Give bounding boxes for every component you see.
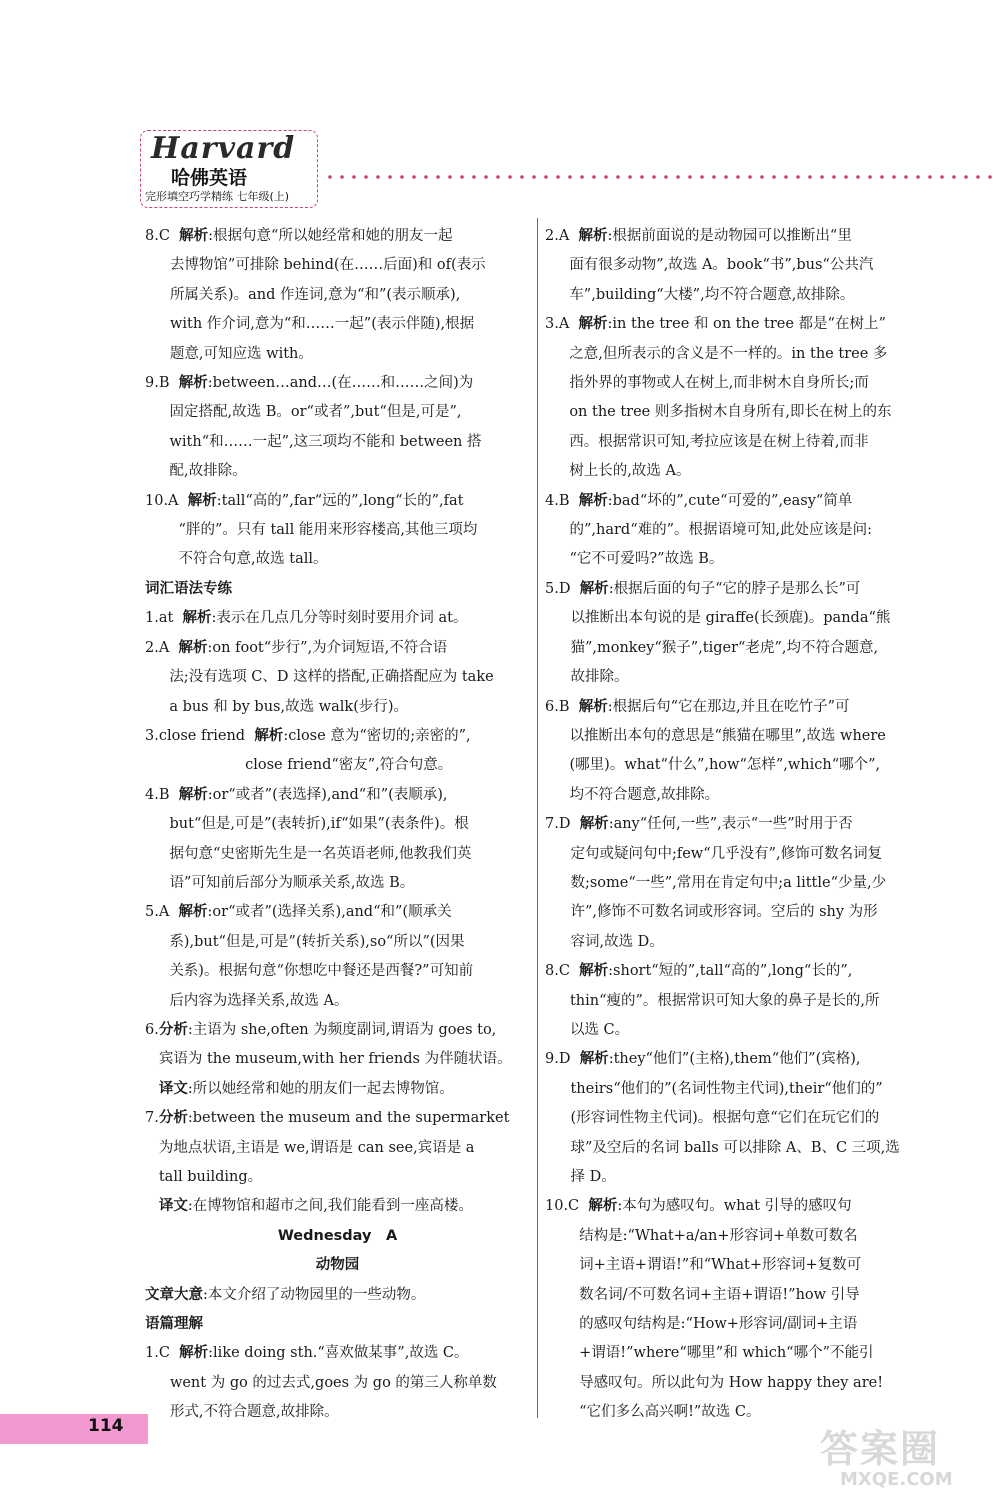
answer-label: 解析 (579, 816, 609, 833)
answer-label: 解析 (578, 316, 608, 333)
logo-tag: 完形填空巧学精练 七年级(上) (145, 190, 290, 203)
day-heading: Wednesday A (277, 1227, 398, 1244)
answer-text: 去博物馆”可排除 behind(在……后面)和 of(表示 (169, 257, 486, 274)
answer-text: went 为 go 的过去式,goes 为 go 的第三人称单数 (169, 1374, 497, 1391)
answer-text: 的”,hard“难的”。根据语境可知,此处应该是问: (569, 522, 873, 539)
answer-text: :in the tree 和 on the tree 都是“在树上” (607, 316, 886, 333)
summary-label: 文章大意 (145, 1286, 203, 1303)
answer-text: 容词,故选 D。 (570, 933, 664, 950)
column-divider (537, 218, 538, 1418)
answer-number: 6.B (545, 698, 570, 715)
answer-text: :根据句意“所以她经常和她的朋友一起 (208, 228, 453, 244)
answer-text: 数;some“一些”,常用在肯定句中;a little“少量,少 (570, 874, 887, 891)
answer-text: 所属关系)。and 作连词,意为“和”(表示顺承), (169, 286, 461, 303)
answer-text: :表示在几点几分等时刻时要用介词 at。 (211, 610, 468, 627)
answer-label: 分析 (158, 1110, 188, 1127)
answer-item (145, 634, 530, 722)
answer-number: 3.A (545, 316, 570, 333)
answer-text: :bad“坏的”,cute“可爱的”,easy“简单 (607, 492, 853, 509)
answer-text: (哪里)。what“什么”,how“怎样”,which“哪个”, (569, 757, 881, 774)
answer-number: 8.C (145, 228, 170, 244)
passage-title: 动物园 (315, 1257, 360, 1274)
logo-title: Harvard (151, 131, 296, 166)
answer-text: 题意,可知应选 with。 (169, 345, 313, 362)
answer-item (545, 1192, 935, 1427)
answer-number: 10.A (145, 492, 179, 509)
answer-text: :根据前面说的是动物园可以推断出“里 (607, 228, 852, 244)
answer-text: :主语为 she,often 为频度副词,谓语为 goes to, (187, 1021, 497, 1038)
answer-text: 以推断出本句的意思是“熊猫在哪里”,故选 where (569, 727, 886, 744)
answer-text: 不符合句意,故选 tall。 (178, 551, 328, 568)
answer-number: 5.D (545, 580, 571, 597)
answer-item (545, 222, 935, 310)
answer-text: “胖的”。只有 tall 能用来形容楼高,其他三项均 (178, 522, 478, 539)
answer-item (145, 1339, 530, 1427)
answer-label: 解析 (579, 963, 609, 980)
answer-label: 解析 (178, 375, 208, 392)
page-header (140, 130, 1000, 210)
answer-text: 后内容为选择关系,故选 A。 (169, 992, 349, 1009)
translation-text: :所以她经常和她的朋友们一起去博物馆。 (187, 1080, 454, 1097)
answer-text: :any“任何,一些”,表示“一些”时用于否 (608, 816, 853, 833)
answer-text: 猫”,monkey“猴子”,tiger“老虎”,均不符合题意, (570, 639, 879, 656)
answer-item (545, 810, 935, 957)
dotted-divider (324, 174, 1000, 180)
answer-text: +谓语!”where“哪里”和 which“哪个”不能引 (579, 1345, 874, 1362)
answer-item (545, 957, 935, 1045)
answer-item (545, 310, 935, 486)
answer-text: 词+主语+谓语!”和“What+形容词+复数可 (579, 1257, 862, 1274)
answer-text: 据句意“史密斯先生是一名英语老师,他教我们英 (169, 845, 472, 862)
right-column (545, 222, 935, 1428)
answer-text: 择 D。 (570, 1169, 616, 1185)
answer-text: “它们多么高兴啊!”故选 C。 (579, 1404, 761, 1421)
answer-text: :they“他们”(主格),them“他们”(宾格), (608, 1051, 861, 1068)
answer-text: :short“短的”,tall“高的”,long“长的”, (608, 963, 853, 980)
answer-text: theirs“他们的”(名词性物主代词),their“他们的” (570, 1080, 883, 1097)
answer-label: 解析 (254, 727, 284, 744)
summary-text: :本文介绍了动物园里的一些动物。 (203, 1286, 426, 1303)
answer-text: :根据后句“它在那边,并且在吃竹子”可 (607, 698, 850, 715)
harvard-logo (140, 130, 318, 208)
answer-item (545, 575, 935, 693)
answer-number: 1.C (145, 1345, 170, 1362)
answer-text: 树上长的,故选 A。 (569, 463, 691, 480)
answer-number: 3.close friend (145, 727, 246, 744)
watermark-cn: 答案圈 (820, 1427, 941, 1471)
answer-label: 解析 (182, 610, 212, 627)
answer-text: 的感叹句结构是:“How+形容词/副词+主语 (579, 1316, 858, 1333)
answer-number: 4.B (545, 492, 570, 509)
answer-text: 以选 C。 (569, 1021, 630, 1038)
answer-text: 系),but“但是,可是”(转折关系),so“所以”(因果 (169, 933, 465, 950)
answer-number: 8.C (545, 963, 570, 980)
answer-text: 球”及空后的名词 balls 可以排除 A、B、C 三项,选 (570, 1139, 900, 1156)
answer-text: a bus 和 by bus,故选 walk(步行)。 (169, 698, 409, 715)
answer-text: 宾语为 the museum,with her friends 为伴随状语。 (158, 1051, 512, 1068)
page-number-tab (0, 1414, 148, 1444)
logo-subtitle: 哈佛英语 (171, 167, 248, 189)
answer-text: :本句为感叹句。what 引导的感叹句 (617, 1198, 852, 1215)
answer-number: 9.D (545, 1051, 571, 1068)
answer-number: 2.A (545, 228, 570, 244)
section-heading: 语篇理解 (145, 1316, 203, 1333)
answer-item (145, 369, 530, 487)
answer-text: 面有很多动物”,故选 A。book“书”,bus“公共汽 (569, 257, 874, 274)
answer-number: 7.D (545, 816, 571, 833)
answer-number: 5.A (145, 904, 170, 921)
section-heading: 词汇语法专练 (145, 580, 232, 597)
answer-number: 1.at (145, 610, 174, 627)
answer-text: 以推断出本句说的是 giraffe(长颈鹿)。panda“熊 (570, 610, 891, 627)
answer-text: :or“或者”(表选择),and“和”(表顺承), (207, 786, 448, 803)
answer-number: 2.A (145, 639, 170, 656)
answer-number: 9.B (145, 375, 170, 392)
answer-text: 配,故排除。 (169, 463, 247, 480)
answer-text: with“和……一起”,这三项均不能和 between 搭 (169, 433, 482, 450)
answer-item (545, 1045, 935, 1192)
page-number: 114 (88, 1416, 124, 1436)
translation-text: :在博物馆和超市之间,我们能看到一座高楼。 (187, 1198, 473, 1215)
answer-text: 车”,building“大楼”,均不符合题意,故排除。 (569, 286, 855, 303)
watermark (820, 1418, 995, 1498)
answer-text: :between the museum and the supermarket (187, 1110, 510, 1127)
answer-text: 法;没有选项 C、D 这样的搭配,正确搭配应为 take (169, 669, 494, 686)
answer-label: 解析 (178, 904, 208, 921)
answer-text: 之意,但所表示的含义是不一样的。in the tree 多 (569, 345, 888, 362)
answer-text: :close 意为“密切的;亲密的”, (283, 727, 471, 744)
answer-text: :like doing sth.“喜欢做某事”,故选 C。 (208, 1345, 469, 1362)
answer-text: on the tree 则多指树木自身所有,即长在树上的东 (569, 404, 892, 421)
answer-text: :tall“高的”,far“远的”,long“长的”,fat (216, 492, 464, 509)
answer-number: 6. (145, 1021, 159, 1038)
answer-text: (形容词性物主代词)。根据句意“它们在玩它们的 (570, 1110, 880, 1127)
answer-text: close friend“密友”,符合句意。 (245, 757, 453, 774)
answer-item (145, 604, 530, 633)
answer-label: 解析 (578, 228, 608, 244)
answer-text: 西。根据常识可知,考拉应该是在树上待着,而非 (569, 433, 869, 450)
answer-text: 关系)。根据句意“你想吃中餐还是西餐?”可知前 (169, 963, 474, 980)
answer-label: 解析 (187, 492, 217, 509)
answer-text: 许”,修饰不可数名词或形容词。空后的 shy 为形 (570, 904, 878, 921)
answer-number: 7. (145, 1110, 159, 1127)
answer-text: but“但是,可是”(表转折),if“如果”(表条件)。根 (169, 816, 469, 833)
answer-text: “它不可爱吗?”故选 B。 (569, 551, 724, 568)
answer-label: 解析 (178, 639, 208, 656)
answer-item (145, 898, 530, 1016)
answer-number: 10.C (545, 1198, 580, 1215)
answer-text: :between…and…(在……和……之间)为 (207, 375, 474, 392)
answer-text: 数名词/不可数名词+主语+谓语!”how 引导 (579, 1286, 860, 1303)
translation-label: 译文 (158, 1080, 188, 1097)
answer-item (145, 222, 530, 369)
answer-text: 为地点状语,主语是 we,谓语是 can see,宾语是 a (158, 1139, 475, 1156)
answer-label: 解析 (588, 1198, 618, 1215)
answer-text: :on foot“步行”,为介词短语,不符合语 (207, 639, 448, 656)
left-column (145, 222, 530, 1428)
answer-text: :根据后面的句子“它的脖子是那么长”可 (608, 580, 861, 597)
answer-label: 解析 (178, 786, 208, 803)
answer-text: with 作介词,意为“和……一起”(表示伴随),根据 (169, 316, 475, 333)
answer-text: 指外界的事物或人在树上,而非树木自身所长;而 (569, 375, 869, 392)
answer-number: 4.B (145, 786, 170, 803)
answer-item (145, 487, 530, 575)
answer-text: 均不符合题意,故排除。 (569, 786, 720, 803)
answer-text: 结构是:“What+a/an+形容词+单数可数名 (579, 1227, 858, 1244)
answer-text: 故排除。 (570, 669, 629, 686)
answer-text: 导感叹句。所以此句为 How happy they are! (579, 1374, 884, 1391)
answer-item (545, 693, 935, 811)
answer-item (145, 1104, 530, 1222)
answer-item (545, 487, 935, 575)
answer-text: 语”可知前后部分为顺承关系,故选 B。 (169, 874, 415, 891)
answer-label: 解析 (179, 228, 209, 244)
answer-item (145, 781, 530, 899)
answer-label: 解析 (578, 698, 608, 715)
answer-text: 定句或疑问句中;few“几乎没有”,修饰可数名词复 (570, 845, 883, 862)
answer-text: :or“或者”(选择关系),and“和”(顺承关 (207, 904, 452, 921)
answer-label: 解析 (179, 1345, 209, 1362)
answer-text: 形式,不符合题意,故排除。 (169, 1404, 339, 1421)
answer-item (145, 1016, 530, 1104)
answer-label: 解析 (579, 580, 609, 597)
answer-text: thin“瘦的”。根据常识可知大象的鼻子是长的,所 (569, 992, 880, 1009)
translation-label: 译文 (158, 1198, 188, 1215)
answer-item (145, 722, 530, 781)
answer-label: 解析 (578, 492, 608, 509)
answer-text: tall building。 (158, 1169, 263, 1185)
answer-text: 固定搭配,故选 B。or“或者”,but“但是,可是”, (169, 404, 462, 421)
answer-label: 解析 (579, 1051, 609, 1068)
watermark-en: MXQE.COM (840, 1469, 953, 1490)
answer-label: 分析 (158, 1021, 188, 1038)
